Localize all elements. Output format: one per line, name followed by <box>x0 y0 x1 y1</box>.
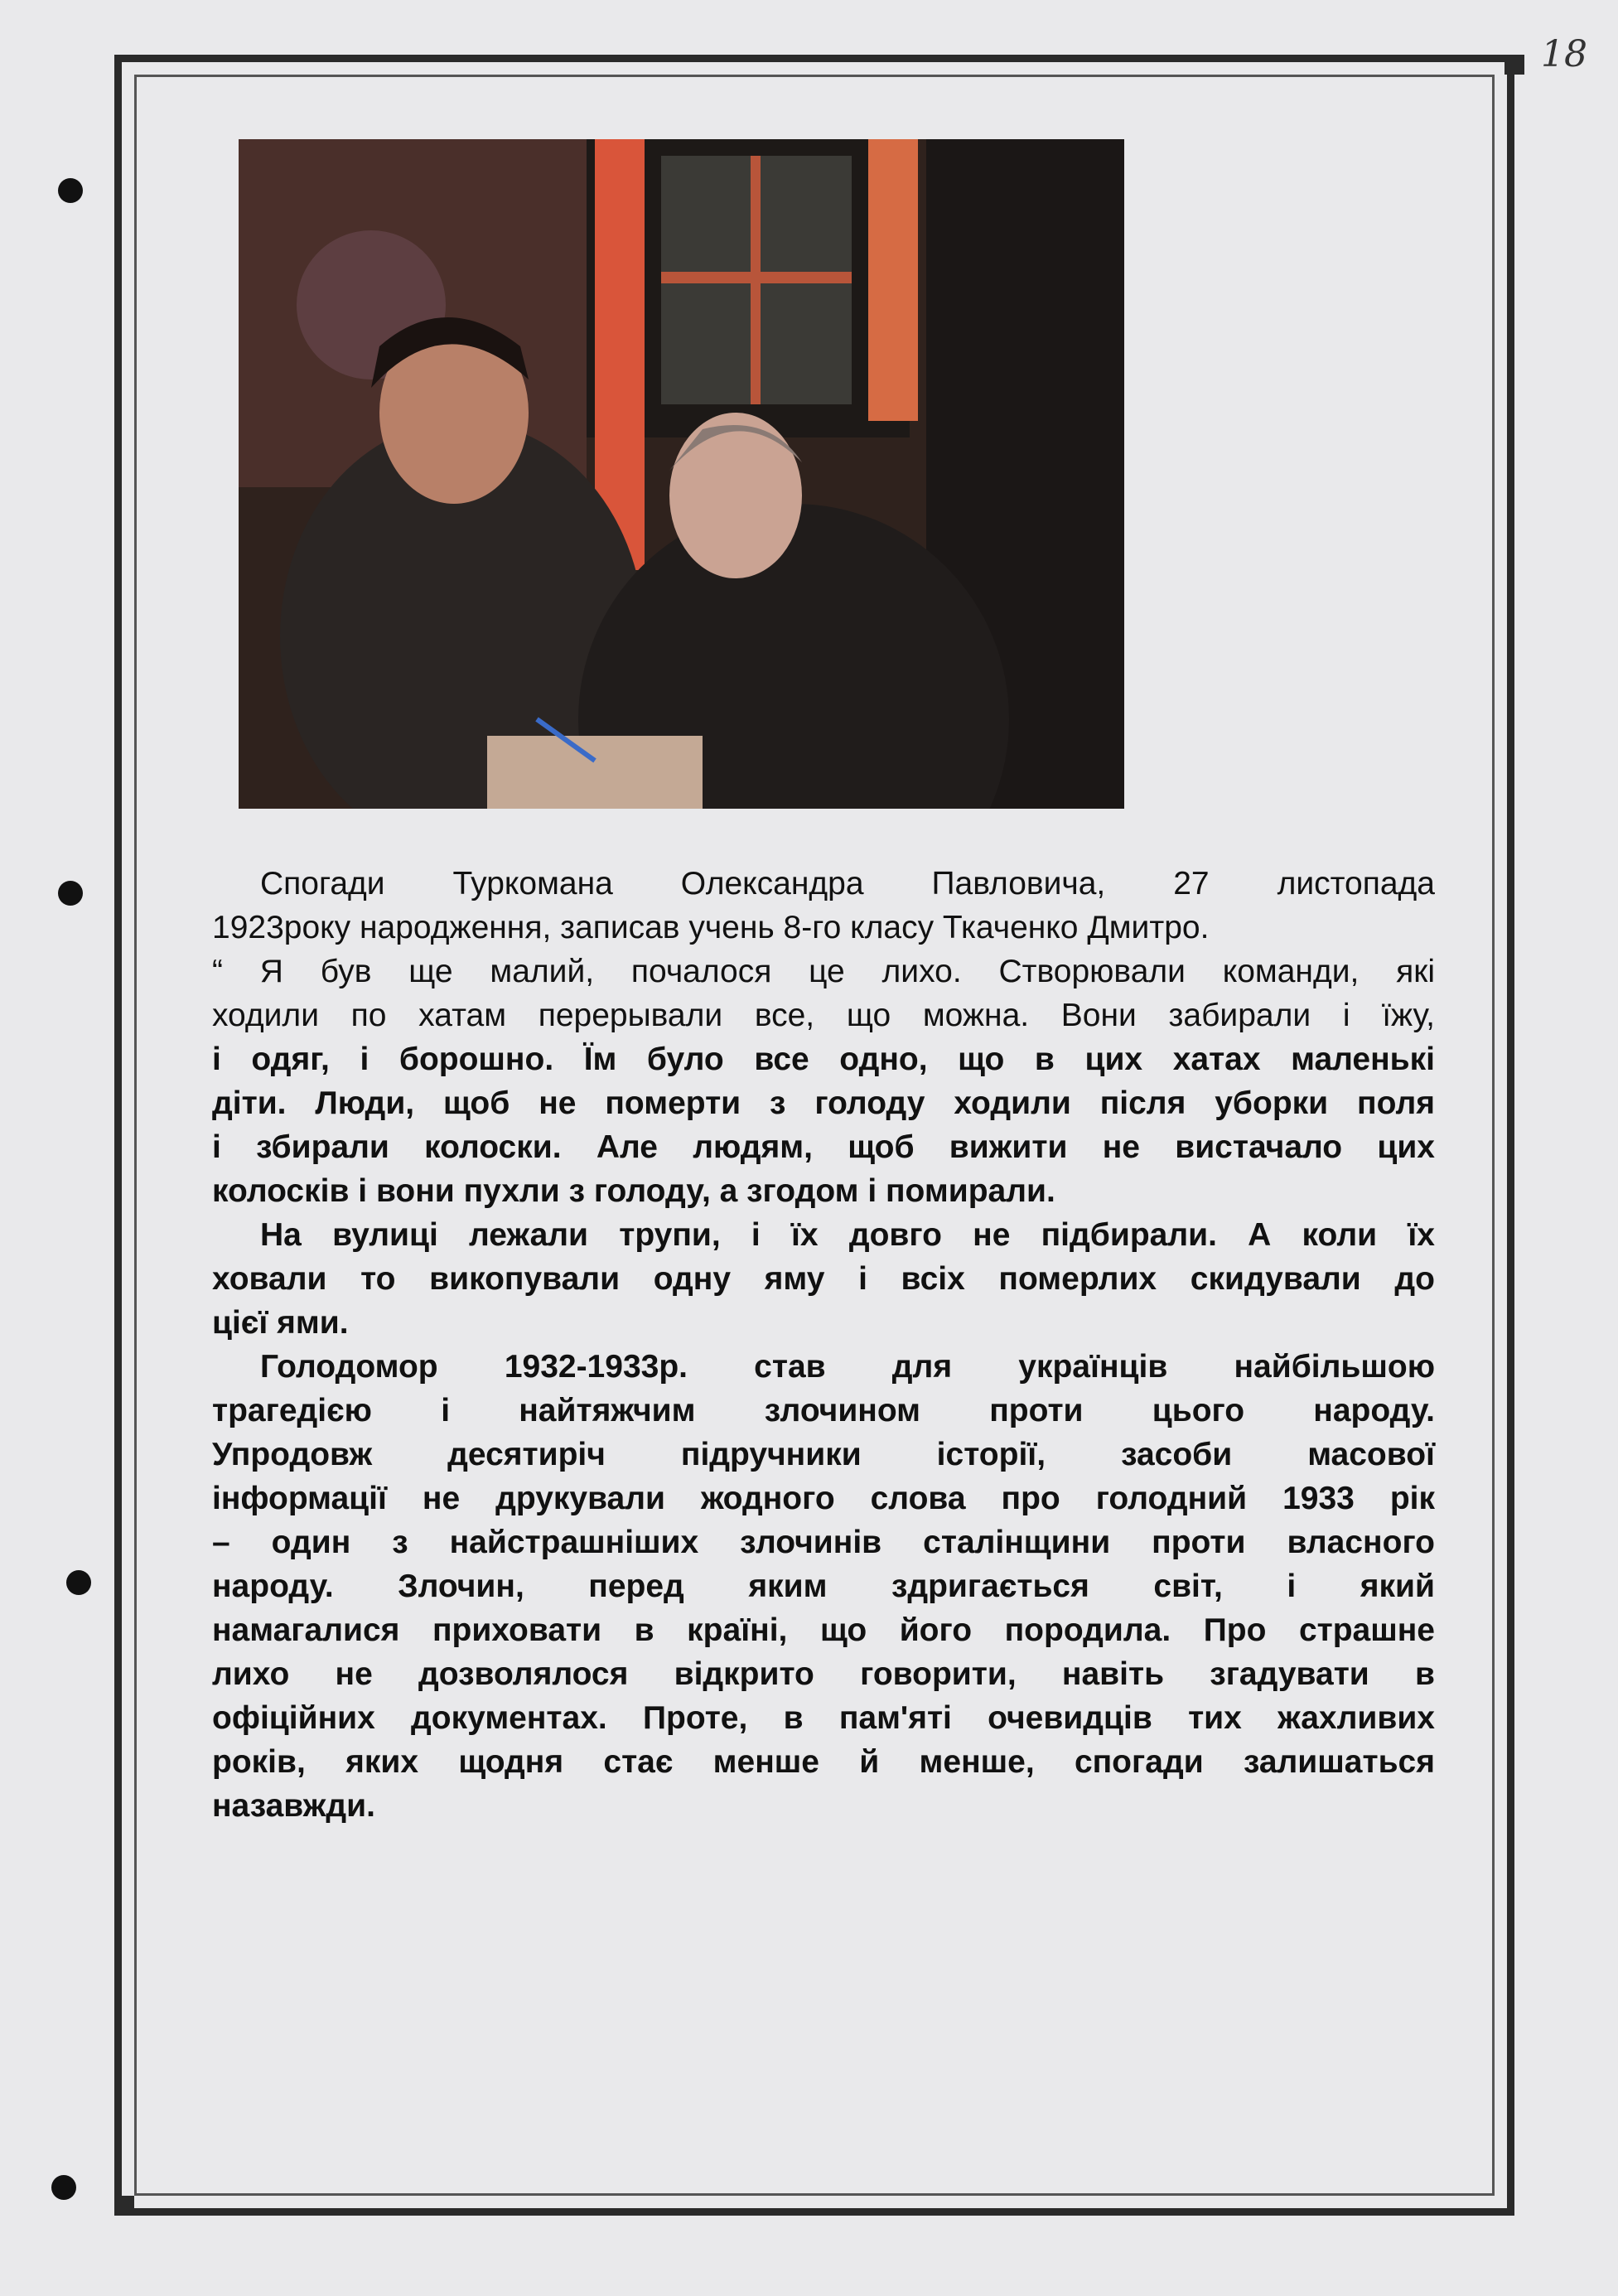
paragraph <box>212 1213 1435 1345</box>
punch-hole <box>58 178 83 203</box>
text-line: назавжди. <box>212 1788 375 1824</box>
page-number: 18 <box>1541 33 1587 75</box>
photo-interview <box>239 139 1124 809</box>
punch-hole <box>51 2175 76 2200</box>
text-line: інформації не друкували жодного слова про голодний 1933 рік <box>212 1481 1435 1516</box>
border-corner <box>114 2196 134 2216</box>
punch-hole <box>58 881 83 906</box>
text-line: трагедією і найтяжчим злочином проти цього народу. <box>212 1393 1435 1428</box>
text-line: цієї ями. <box>212 1305 349 1341</box>
text-line: і одяг, і борошно. Їм було все одно, що в цих хатах маленькі <box>212 1042 1435 1077</box>
paragraph <box>212 1345 1435 1828</box>
text-line: “ Я був ще малий, почалося це лихо. Створювали команди, які <box>212 954 1435 989</box>
text-line: народу. Злочин, перед яким здригається світ, і який <box>212 1569 1435 1604</box>
text-line: ходили по хатам перерывали все, що можна. Вони забирали і їжу, <box>212 998 1435 1033</box>
text-line: намагалися приховати в країні, що його породила. Про страшне <box>212 1612 1435 1648</box>
text-line: колосків і вони пухли з голоду, а згодом і помирали. <box>212 1173 1055 1209</box>
border-corner <box>1504 55 1524 75</box>
text-line: Голодомор 1932-1933р. став для українців найбільшою <box>260 1349 1435 1385</box>
text-line: Спогади Туркомана Олександра Павловича, 27 листопада <box>260 866 1435 901</box>
punch-hole <box>66 1570 91 1595</box>
text-line: – один з найстрашніших злочинів сталінщини проти власного <box>212 1525 1435 1560</box>
text-line: і збирали колоски. Але людям, щоб вижити не вистачало цих <box>212 1129 1435 1165</box>
text-line: офіційних документах. Проте, в пам'яті очевидців тих жахливих <box>212 1700 1435 1736</box>
text-line: Упродовж десятиріч підручники історії, засоби масової <box>212 1437 1435 1472</box>
text-line: років, яких щодня стає менше й менше, спогади залишаться <box>212 1744 1435 1780</box>
text-line: лихо не дозволялося відкрито говорити, навіть згадувати в <box>212 1656 1435 1692</box>
text-line: 1923року народження, записав учень 8-го класу Ткаченко Дмитро. <box>212 910 1210 945</box>
paragraph <box>212 862 1435 950</box>
text-line: На вулиці лежали трупи, і їх довго не підбирали. А коли їх <box>260 1217 1435 1253</box>
memoir-text <box>212 862 1435 1828</box>
photo-image <box>239 139 1124 809</box>
text-line: ховали то викопували одну яму і всіх померлих скидували до <box>212 1261 1435 1297</box>
paragraph <box>212 1037 1435 1213</box>
text-line: діти. Люди, щоб не померти з голоду ходили після уборки поля <box>212 1085 1435 1121</box>
paragraph <box>212 950 1435 1037</box>
